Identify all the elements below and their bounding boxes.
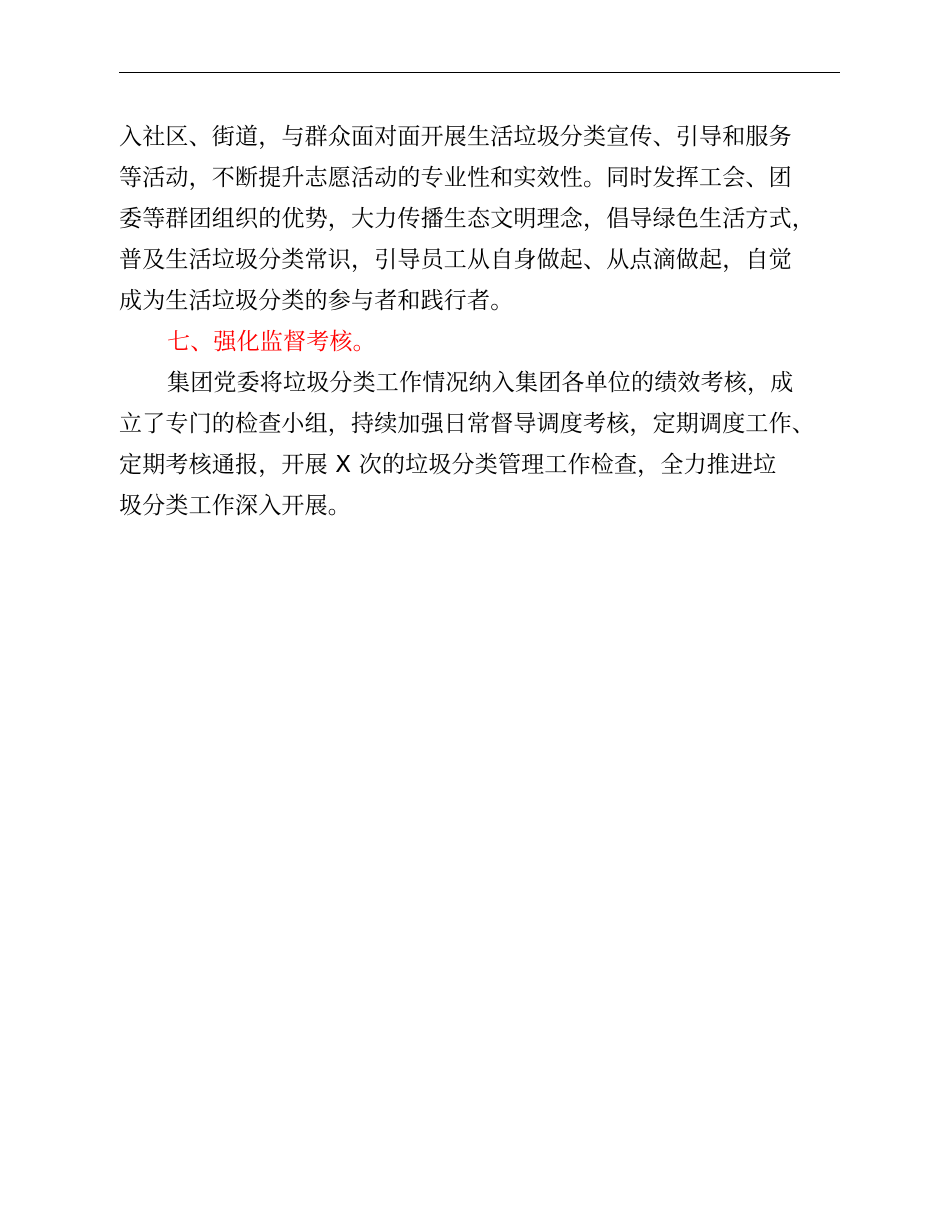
continued-paragraph — [119, 117, 854, 322]
paragraph-line: 入社区、街道，与群众面对面开展生活垃圾分类宣传、引导和服务 — [119, 124, 792, 150]
paragraph-line: 委等群团组织的优势，大力传播生态文明理念，倡导绿色生活方式， — [119, 206, 815, 232]
paragraph-line: 等活动，不断提升志愿活动的专业性和实效性。同时发挥工会、团 — [119, 165, 792, 191]
paragraph-line: 集团党委将垃圾分类工作情况纳入集团各单位的绩效考核，成 — [167, 370, 794, 396]
section-paragraph — [119, 363, 854, 527]
paragraph-line: 圾分类工作深入开展。 — [119, 493, 351, 519]
paragraph-line: 定期考核通报，开展 X 次的垃圾分类管理工作检查，全力推进垃 — [119, 452, 777, 478]
section-heading: 七、强化监督考核。 — [167, 329, 376, 355]
header-rule — [119, 72, 840, 73]
paragraph-line: 立了专门的检查小组，持续加强日常督导调度考核，定期调度工作、 — [119, 411, 815, 437]
document-body — [119, 117, 854, 527]
paragraph-line: 普及生活垃圾分类常识，引导员工从自身做起、从点滴做起，自觉 — [119, 247, 792, 273]
paragraph-line: 成为生活垃圾分类的参与者和践行者。 — [119, 288, 514, 314]
